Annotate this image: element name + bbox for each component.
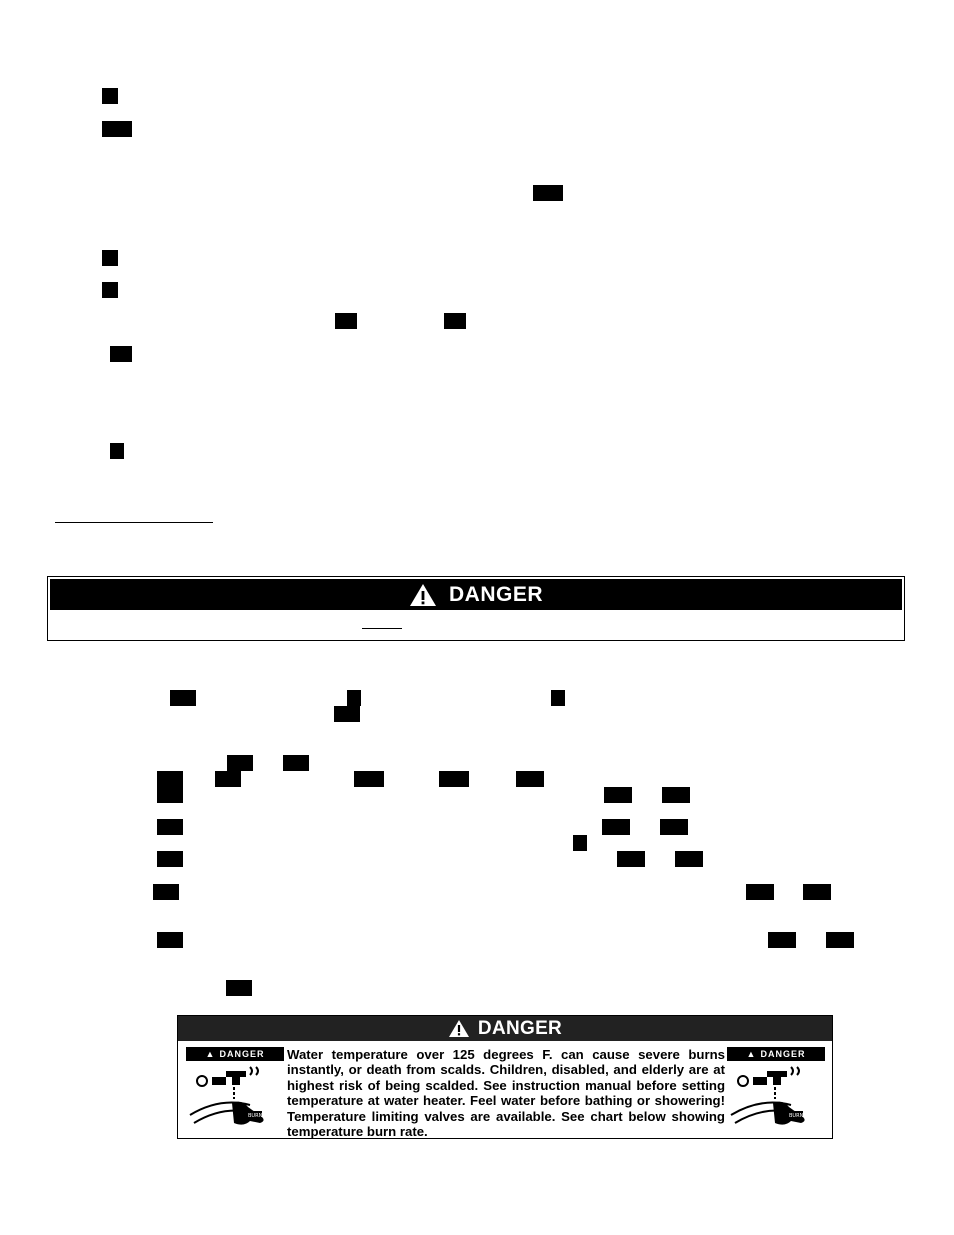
redaction-block	[354, 771, 384, 787]
redaction-block	[533, 185, 563, 201]
redaction-block	[439, 771, 469, 787]
redaction-block	[227, 755, 253, 771]
danger-label-title: DANGER	[477, 1017, 563, 1039]
redaction-block	[283, 755, 309, 771]
redaction-block	[660, 819, 688, 835]
danger-banner-bar	[50, 579, 902, 610]
redaction-block	[153, 884, 179, 900]
redaction-block	[334, 706, 360, 722]
burn-badge-text: BURN	[789, 1113, 804, 1119]
redaction-block	[347, 690, 361, 706]
redaction-block	[102, 282, 118, 298]
danger-scald-label	[177, 1015, 833, 1139]
redaction-block	[157, 851, 183, 867]
mini-danger-title: DANGER	[760, 1049, 806, 1059]
danger-banner-title: DANGER	[448, 582, 543, 606]
warning-triangle-icon	[448, 1019, 470, 1038]
mini-danger-title: DANGER	[219, 1049, 265, 1059]
redaction-block	[157, 771, 183, 787]
redaction-block	[110, 346, 132, 362]
mini-danger-header	[186, 1047, 284, 1061]
danger-banner	[47, 576, 905, 641]
mini-warning-icon: ▲	[746, 1049, 757, 1059]
scald-pictogram-left	[186, 1047, 284, 1135]
redaction-block	[746, 884, 774, 900]
redaction-block	[102, 121, 132, 137]
danger-label-text: Water temperature over 125 degrees F. can cause severe burns instantly, or death from scalds. Children, disabled, and elderly are at highest risk of being scalded. See instruction manual before setting temperature at water heater. Feel water before bathing or showering! Temperature limiting valves are available. See chart below showing temperature burn rate.	[287, 1047, 725, 1140]
redaction-block	[157, 932, 183, 948]
scald-pictogram-right	[727, 1047, 825, 1135]
mini-warning-icon: ▲	[205, 1049, 216, 1059]
redaction-block	[803, 884, 831, 900]
redaction-block	[573, 835, 587, 851]
hot-water-faucet-icon	[186, 1063, 284, 1135]
redaction-block	[444, 313, 466, 329]
danger-banner-underline	[362, 628, 402, 629]
redaction-block	[215, 771, 241, 787]
redaction-block	[768, 932, 796, 948]
redaction-block	[102, 250, 118, 266]
burn-badge-text: BURN	[248, 1113, 263, 1119]
redaction-block	[602, 819, 630, 835]
section-heading-underline	[55, 522, 213, 523]
redaction-block	[551, 690, 565, 706]
redaction-block	[170, 690, 196, 706]
hot-water-faucet-icon	[727, 1063, 825, 1135]
redaction-block	[516, 771, 544, 787]
redaction-block	[110, 443, 124, 459]
redaction-block	[157, 787, 183, 803]
redaction-block	[604, 787, 632, 803]
redaction-block	[826, 932, 854, 948]
redaction-block	[662, 787, 690, 803]
redaction-block	[157, 819, 183, 835]
redaction-block	[675, 851, 703, 867]
redaction-block	[102, 88, 118, 104]
danger-label-bar	[178, 1016, 832, 1041]
redaction-block	[335, 313, 357, 329]
redaction-block	[226, 980, 252, 996]
warning-triangle-icon	[409, 583, 437, 607]
mini-danger-header	[727, 1047, 825, 1061]
redaction-block	[617, 851, 645, 867]
